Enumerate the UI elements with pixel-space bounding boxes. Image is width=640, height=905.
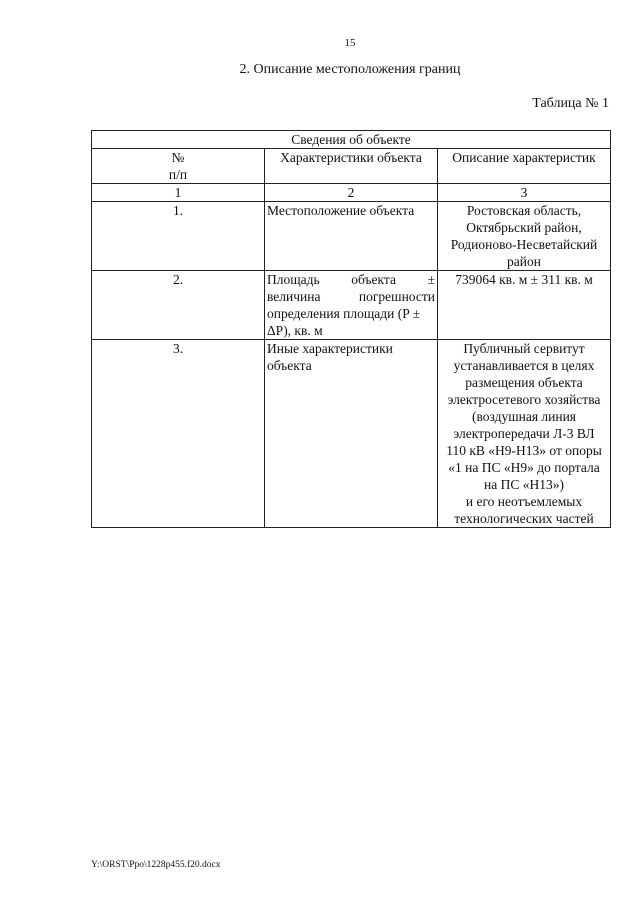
table-row: [92, 340, 611, 528]
description-line: Родионово-Несветайский: [450, 237, 598, 252]
description-line: «1 на ПС «Н9» до портала: [448, 460, 600, 475]
table-row: [92, 271, 611, 340]
characteristic-line: определения площади (P ± ΔP), кв. м: [267, 306, 421, 338]
description-line: Ростовская область,: [466, 203, 582, 218]
description-line: Публичный сервитут: [463, 341, 585, 356]
row-characteristic: [265, 202, 438, 271]
section-title: 2. Описание местоположения границ: [239, 62, 461, 77]
description-line: размещения объекта: [465, 375, 583, 390]
description-line: 110 кВ «Н9-Н13» от опоры: [446, 443, 602, 458]
description-line: и его неотъемлемых: [465, 494, 583, 509]
description-line: (воздушная линия: [471, 409, 577, 424]
column-number: 3: [438, 184, 611, 202]
header-number-line: п/п: [168, 167, 188, 182]
description-line: район: [507, 254, 541, 269]
table-header-row: [92, 149, 611, 184]
header-number-line: №: [171, 150, 185, 165]
characteristic-line: Местоположение объекта: [267, 203, 415, 218]
table-caption-row: [92, 131, 611, 149]
object-info-table: [91, 130, 611, 528]
header-description: Описание характеристик: [438, 149, 611, 184]
description-line: 739064 кв. м ± 311 кв. м: [455, 272, 593, 287]
description-line: на ПС «Н13»): [484, 477, 564, 492]
header-number: [92, 149, 265, 184]
row-description: [438, 202, 611, 271]
row-characteristic: [265, 340, 438, 528]
row-description: [438, 340, 611, 528]
header-characteristics: Характеристики объекта: [265, 149, 438, 184]
description-line: электросетевого хозяйства: [447, 392, 601, 407]
table-caption: Сведения об объекте: [92, 131, 611, 149]
table-label: Таблица № 1: [532, 96, 609, 111]
description-line: Октябрьский район,: [466, 220, 582, 235]
description-line: устанавливается в целях: [453, 358, 595, 373]
table-row: [92, 202, 611, 271]
description-line: электропередачи Л-3 ВЛ: [453, 426, 595, 441]
page-number: 15: [344, 37, 356, 49]
characteristic-line: Площадь объекта ± величина погрешности: [267, 272, 435, 304]
row-number: 2.: [92, 271, 265, 340]
row-number: 3.: [92, 340, 265, 528]
row-characteristic: [265, 271, 438, 340]
column-number: 2: [265, 184, 438, 202]
footer-file-path: Y:\ORST\Ppo\1228p455.f20.docx: [91, 860, 221, 870]
column-number-row: [92, 184, 611, 202]
row-description: [438, 271, 611, 340]
row-number: 1.: [92, 202, 265, 271]
description-line: технологических частей: [454, 511, 594, 526]
characteristic-line: Иные характеристики объекта: [267, 341, 393, 373]
column-number: 1: [92, 184, 265, 202]
